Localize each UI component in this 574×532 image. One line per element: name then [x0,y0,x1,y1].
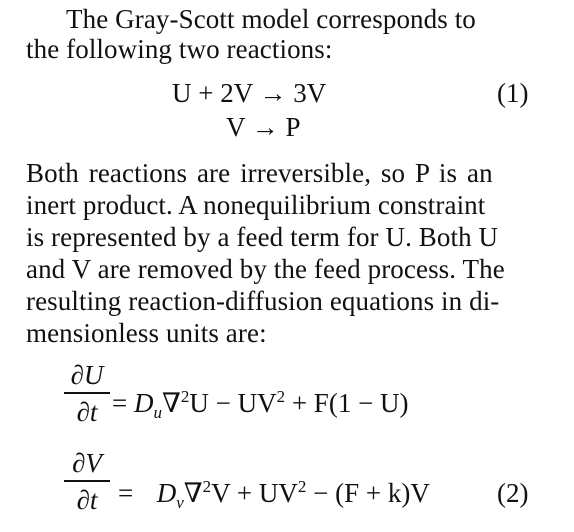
paragraph-2-line-6: mensionless units are: [26,318,267,348]
paragraph-2-line-1: Both reactions are irreversible, so P is an [26,158,493,188]
equation-2-D: D [156,478,177,508]
equation-2-nabla-superscript: 2 [202,476,212,496]
equation-2-denominator: ∂t [76,484,98,515]
equation-1-nabla: ∇ [161,388,181,418]
paragraph-2-line-4: and V are removed by the feed process. The [26,254,505,284]
paragraph-2-line-5: resulting reaction-diffusion equations in di- [26,286,500,316]
reaction-1: U + 2V → 3V [172,78,327,108]
equation-2-rhs [118,476,430,512]
paragraph-1-line-2: the following two reactions: [26,34,333,64]
equation-1-fraction [64,360,110,427]
reaction-2: V → P [226,112,301,142]
equation-1-equals: = [112,388,128,418]
equation-1-rhs [112,386,409,422]
equation-1-numerator: ∂U [70,360,104,390]
paragraph-2-line-3: is represented by a feed term for U. Both U [26,222,499,252]
equation-1-D-subscript: u [153,402,162,422]
paragraph-1-line-1: The Gray-Scott model corresponds to [66,4,476,34]
equation-1-nabla-superscript: 2 [180,386,190,406]
equation-2-numerator: ∂V [72,448,102,478]
reaction-1-number: (1) [497,78,529,108]
equation-1-v-superscript: 2 [276,386,286,406]
equation-2-v-superscript: 2 [297,476,307,496]
equation-2-after-nabla: V + UV [211,478,298,508]
equation-2-nabla: ∇ [183,478,203,508]
equation-1-denominator: ∂t [76,396,98,427]
equation-1-tail: + F(1 − U) [285,388,409,418]
paragraph-2-line-2: inert product. A nonequilibrium constraint [26,190,486,220]
equation-1-after-nabla: U − UV [189,388,277,418]
equation-2-number: (2) [497,478,529,508]
equation-2-D-subscript: v [176,492,184,512]
equation-2-fraction-bar [64,480,110,482]
equation-2-fraction [64,448,110,515]
equation-1-D: D [133,388,154,418]
equation-2-tail: − (F + k)V [306,478,430,508]
equation-1-fraction-bar [64,392,110,394]
equation-2-equals: = [118,478,134,508]
